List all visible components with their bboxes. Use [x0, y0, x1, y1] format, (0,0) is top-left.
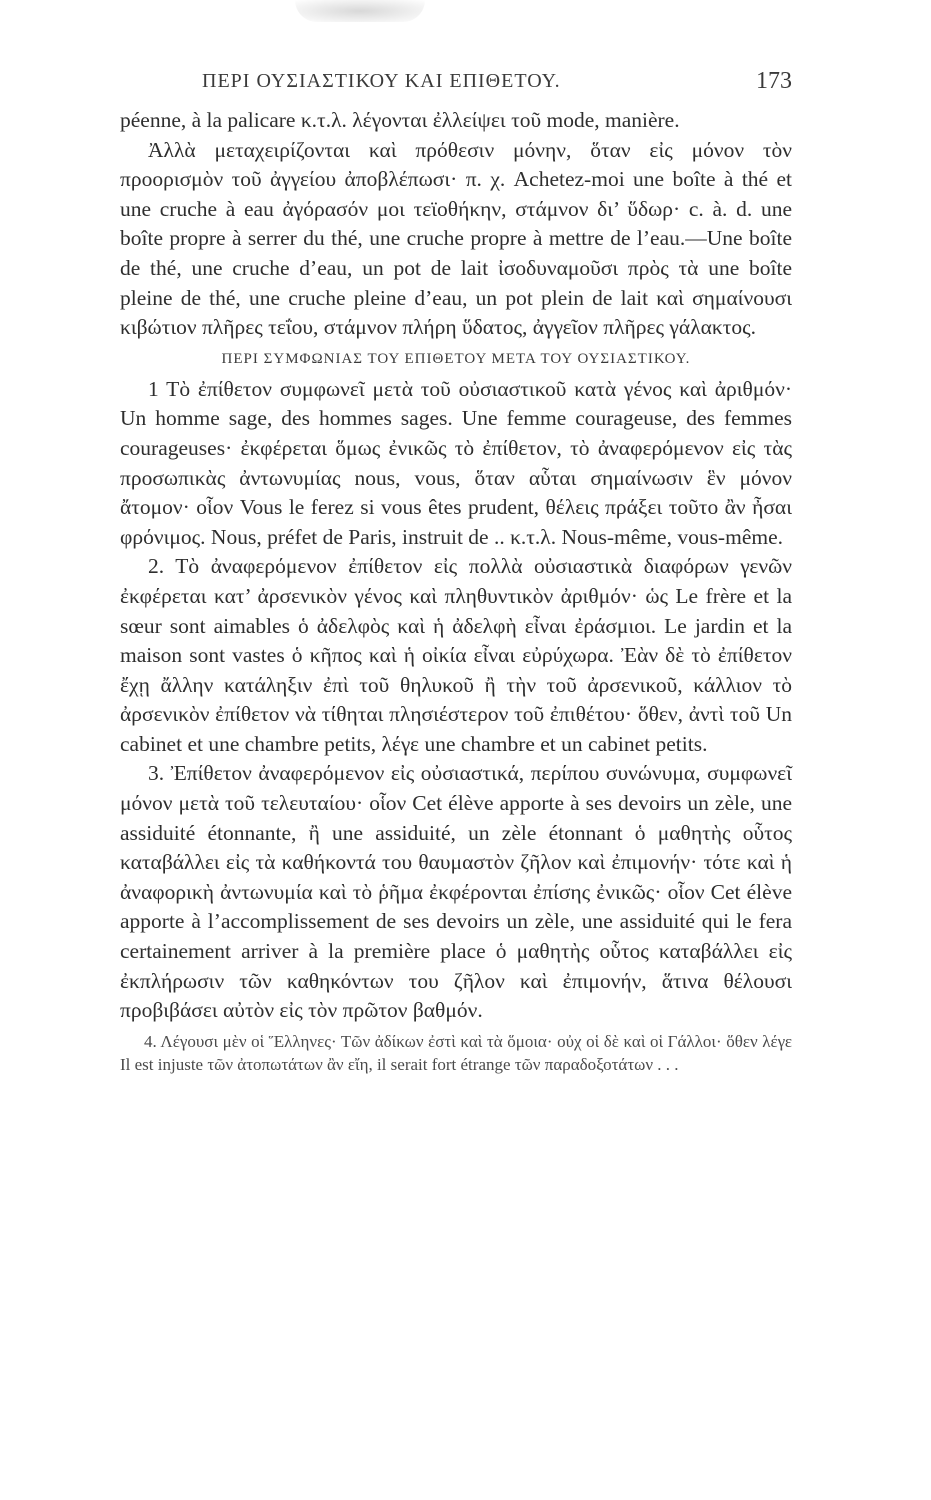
page-number: 173 [756, 68, 792, 94]
book-page [120, 66, 792, 1076]
paragraph-rule-4: 4. Λέγουσι μὲν οἱ Ἕλληνες· Τῶν ἀδίκων ἐστὶ καὶ τὰ ὅμοια· οὐχ οἱ δὲ καὶ οἱ Γάλλοι· ὅθεν λέγε Il est injuste τῶν ἀτοπωτάτων ἂν εἴη, il serait fort étrange τῶν παραδοξοτάτων . . . [120, 1031, 792, 1074]
paragraph-rule-3: 3. Ἐπίθετον ἀναφερόμενον εἰς οὐσιαστικά, περίπου συνώνυμα, συμφωνεῖ μόνον μετὰ τοῦ τελευταίου· οἷον Cet élève apporte à ses devoirs un zèle, une assiduité étonnante, ἢ une assiduité, un zèle étonnant ὁ μαθητὴς οὗτος καταβάλλει εἰς τὰ καθήκοντά του θαυμαστὸν ζῆλον καὶ ἐπιμονήν· τότε καὶ ἡ ἀναφορικὴ ἀντωνυμία καὶ τὸ ῥῆμα ἐκφέρονται ἐπίσης ἐνικῶς· οἷον Cet élève apporte à l’accomplissement de ses devoirs un zèle, une assiduité qui le fera certainement arriver à la première place ὁ μαθητὴς οὗτος καταβάλλει εἰς ἐκπλήρωσιν τῶν καθηκόντων του ζῆλον καὶ ἐπιμονήν, ἅτινα θέλουσι προβιβάσει αὐτὸν εἰς τὸν πρῶτον βαθμόν. [120, 761, 792, 1023]
page-header [120, 66, 792, 106]
paragraph-rule-2: 2. Τὸ ἀναφερόμενον ἐπίθετον εἰς πολλὰ οὐσιαστικὰ διαφόρων γενῶν ἐκφέρεται κατ’ ἀρσενικὸν γένος καὶ πληθυντικὸν ἀριθμόν· ὡς Le frère et la sœur sont aimables ὁ ἀδελφὸς καὶ ἡ ἀδελφὴ εἶναι ἐράσμιοι. Le jardin et la maison sont vastes ὁ κῆπος καὶ ἡ οἰκία εἶναι εὐρύχωρα. Ἐὰν δὲ τὸ ἐπίθετον ἔχῃ ἄλλην κατάληξιν ἐπὶ τοῦ θηλυκοῦ ἢ τὴν τοῦ ἀρσενικοῦ, κάλλιον τὸ ἀρσενικὸν ἐπίθετον νὰ τίθηται πλησιέστερον τοῦ ἐπιθέτου· ὅθεν, ἀντὶ τοῦ Un cabinet et une chambre petits, λέγε une chambre et un cabinet petits. [120, 554, 792, 756]
spacer [120, 343, 792, 345]
paragraph-rule-1: 1 Τὸ ἐπίθετον συμφωνεῖ μετὰ τοῦ οὐσιαστικοῦ κατὰ γένος καὶ ἀριθμόν· Un homme sage, des hommes sages. Une femme courageuse, des femmes courageuses· ἐκφέρεται ὅμως ἐνικῶς τὸ ἐπίθετον, τὸ ἀναφερόμενον εἰς τὰς προσωπικὰς ἀντωνυμίας nous, vous, ὅταν αὗται σημαίνωσιν ἓν μόνον ἄτομον· οἷον Vous le ferez si vous êtes prudent, θέλεις πράξει τοῦτο ἂν ἦσαι φρόνιμος. Nous, préfet de Paris, instruit de .. κ.τ.λ. Nous-même, vous-même. [120, 376, 792, 549]
paragraph-container-usage: Ἀλλὰ μεταχειρίζονται καὶ πρόθεσιν μόνην, ὅταν εἰς μόνον τὸν προορισμὸν τοῦ ἀγγείου ἀποβλέπωσι· π. χ. Achetez-moi une boîte à thé et une cruche à eau ἀγόρασόν μοι τεϊοθήκην, στάμνον δι’ ὕδωρ· c. à. d. une boîte propre à serrer du thé, une cruche propre à mettre de l’eau.—Une boîte de thé, une cruche d’eau, un pot de lait ἰσοδυναμοῦσι πρὸς τὰ une boîte pleine de thé, une cruche pleine d’eau, un pot plein de lait καὶ σημαίνουσι κιβώτιον πλῆρες τεΐου, στάμνον πλήρη ὕδατος, ἀγγεῖον πλῆρες γάλακτος. [120, 137, 792, 340]
paragraph-continuation: péenne, à la palicare κ.τ.λ. λέγονται ἐλλείψει τοῦ mode, manière. [120, 108, 680, 132]
running-head: ΠΕΡΙ ΟΥΣΙΑΣΤΙΚΟΥ ΚΑΙ ΕΠΙΘΕΤΟΥ. [202, 70, 561, 92]
section-heading: ΠΕΡΙ ΣΥΜΦΩΝΙΑΣ ΤΟΥ ΕΠΙΘΕΤΟΥ ΜΕΤΑ ΤΟΥ ΟΥΣΙΑΣΤΙΚΟΥ. [221, 350, 691, 367]
scan-smudge [295, 0, 425, 22]
